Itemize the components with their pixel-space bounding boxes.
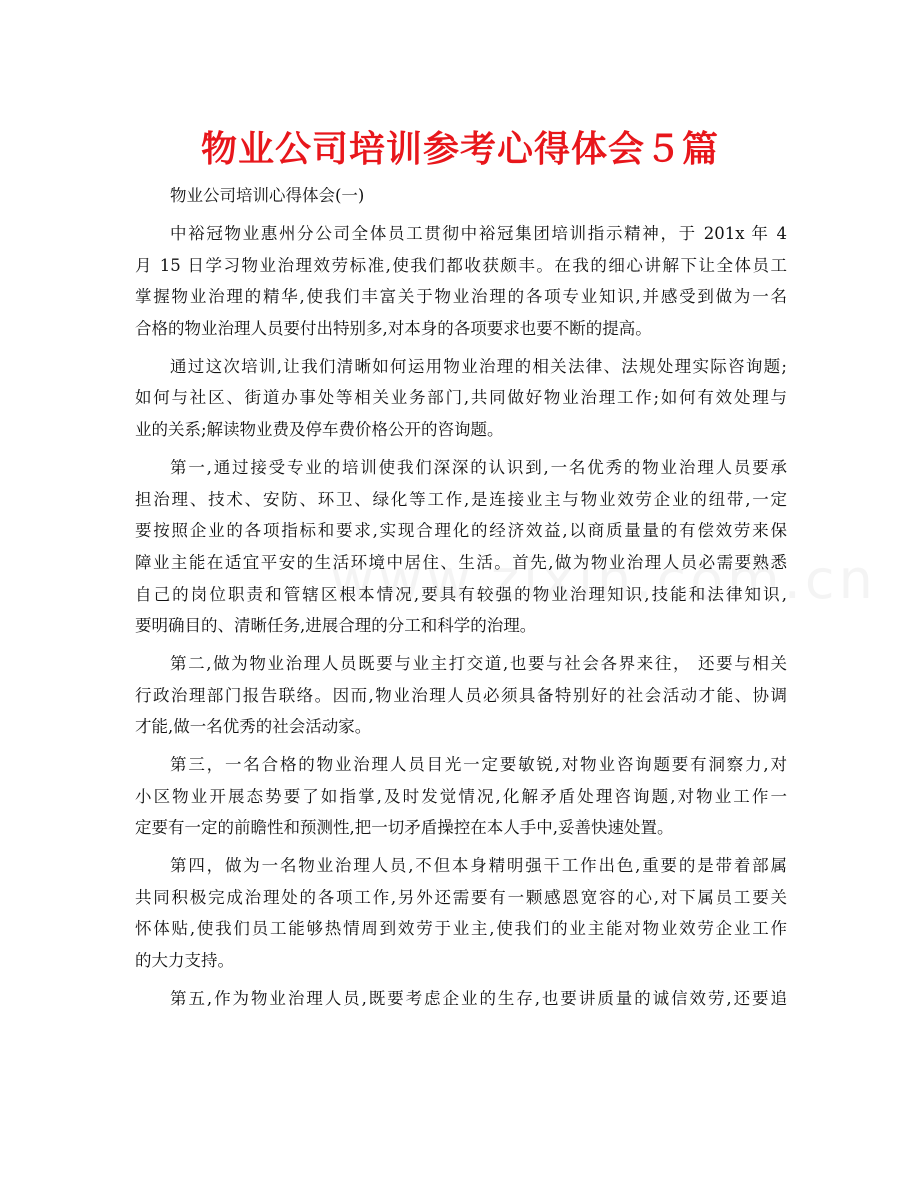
text-line: 自己的岗位职责和管辖区根本情况,要具有较强的物业治理知识,技能和法律知识, [135, 584, 787, 604]
text-line: 掌握物业治理的精华,使我们丰富关于物业治理的各项专业知识,并感受到做为一名 [135, 287, 787, 307]
text-line: 障业主能在适宜平安的生活环境中居住、生活。首先,做为物业治理人员必需要熟悉 [135, 552, 787, 572]
text-line: 第一,通过接受专业的培训使我们深深的认识到,一名优秀的物业治理人员要承 [170, 457, 787, 477]
text-line: 第三，一名合格的物业治理人员目光一定要敏锐,对物业咨询题要有洞察力,对 [170, 755, 787, 774]
text-line: 小区物业开展态势要了如指掌,及时发觉情况,化解矛盾处理咨询题,对物业工作一 [135, 786, 787, 806]
text-line: 共同积极完成治理处的各项工作,另外还需要有一颗感恩宽容的心,对下属员工要关 [135, 887, 787, 907]
paragraph-7 [135, 983, 787, 1015]
text-line: 业的关系;解读物业费及停车费价格公开的咨询题。 [135, 420, 504, 440]
text-line: 月 15 日学习物业治理效劳标准,使我们都收获颇丰。在我的细心讲解下让全体员工 [135, 255, 787, 275]
paragraph-3 [135, 452, 787, 642]
text-line: 才能,做一名优秀的社会活动家。 [135, 717, 372, 737]
paragraph-6 [135, 850, 787, 977]
paragraph-4 [135, 648, 787, 743]
text-line: 中裕冠物业惠州分公司全体员工贯彻中裕冠集团培训指示精神，于 201x 年 4 [170, 224, 787, 243]
text-line: 定要有一定的前瞻性和预测性,把一切矛盾操控在本人手中,妥善快速处置。 [135, 818, 674, 838]
text-line: 担治理、技术、安防、环卫、绿化等工作,是连接业主与物业效劳企业的纽带,一定 [135, 489, 787, 509]
paragraph-1 [135, 218, 787, 345]
text-line: 的大力支持。 [135, 951, 234, 971]
text-line: 通过这次培训,让我们清晰如何运用物业治理的相关法律、法规处理实际咨询题; [170, 356, 787, 376]
text-line: 第五,作为物业治理人员,既要考虑企业的生存,也要讲质量的诚信效劳,还要追 [170, 988, 787, 1008]
section-heading: 物业公司培训心得体会(一) [170, 186, 365, 205]
text-line: 如何与社区、街道办事处等相关业务部门,共同做好物业治理工作;如何有效处理与 [135, 388, 787, 408]
paragraph-5 [135, 749, 787, 844]
document-body [135, 180, 787, 1021]
text-line: 要明确目的、清晰任务,进展合理的分工和科学的治理。 [135, 616, 537, 636]
text-line: 要按照企业的各项指标和要求,实现合理化的经济效益,以商质量量的有偿效劳来保 [135, 521, 787, 541]
text-line: 怀体贴,使我们员工能够热情周到效劳于业主,使我们的业主能对物业效劳企业工作 [135, 919, 787, 939]
document-title: 物业公司培训参考心得体会５篇 [200, 129, 719, 170]
paragraph-2 [135, 351, 787, 446]
text-line: 合格的物业治理人员要付出特别多,对本身的各项要求也要不断的提高。 [135, 319, 652, 339]
text-line: 行政治理部门报告联络。因而,物业治理人员必须具备特别好的社会活动才能、协调 [135, 685, 787, 705]
text-line: 第二,做为物业治理人员既要与业主打交道,也要与社会各界来往， 还要与相关 [170, 653, 787, 673]
text-line: 第四，做为一名物业治理人员,不但本身精明强干工作出色,重要的是带着部属 [170, 856, 787, 876]
